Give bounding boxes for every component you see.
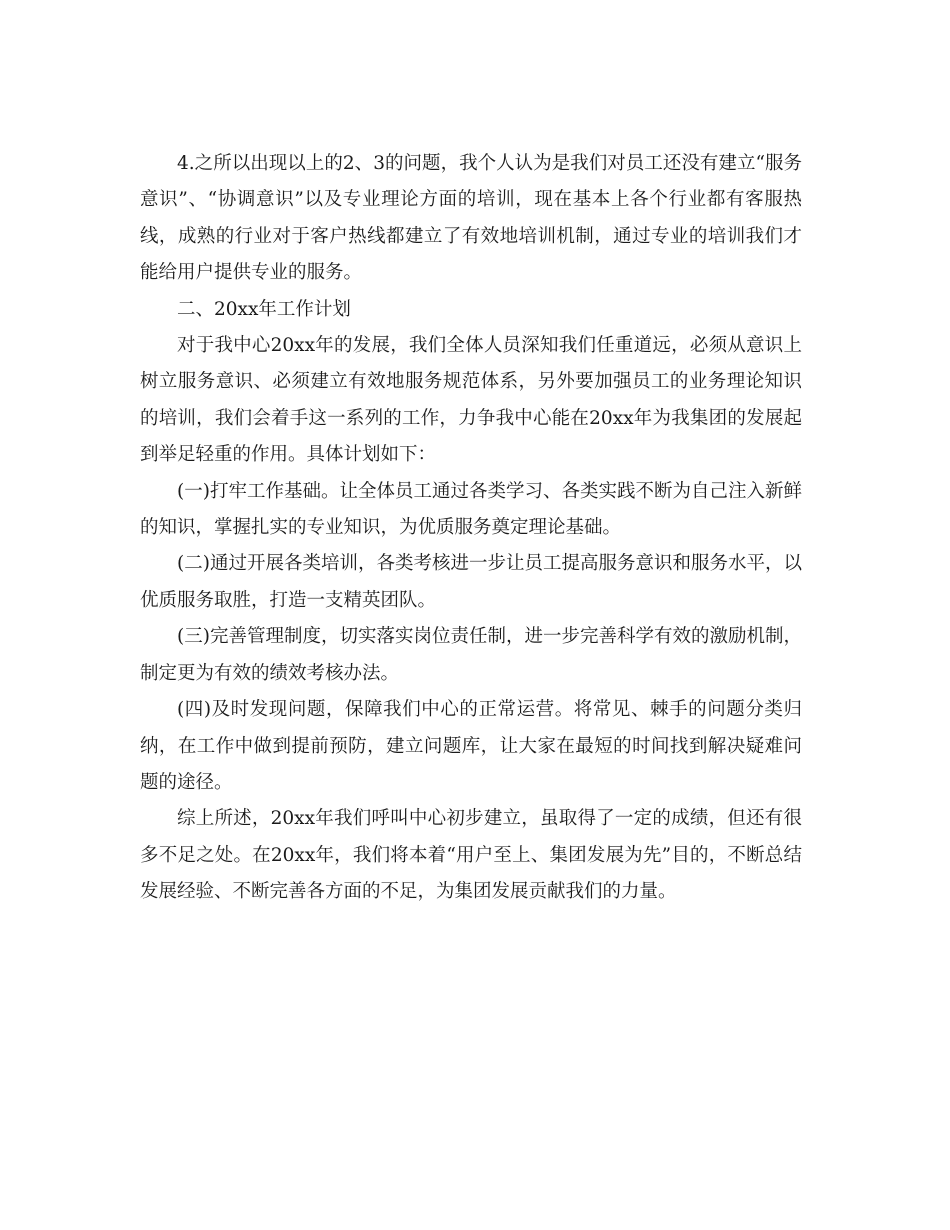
document-body bbox=[140, 146, 802, 911]
paragraph-plan-item-3: (三)完善管理制度，切实落实岗位责任制，进一步完善科学有效的激励机制，制定更为有效的绩效考核办法。 bbox=[140, 626, 802, 684]
paragraph-conclusion: 综上所述，20xx年我们呼叫中心初步建立，虽取得了一定的成绩，但还有很多不足之处。在20xx年，我们将本着“用户至上、集团发展为先”目的，不断总结发展经验、不断完善各方面的不足，为集团发展贡献我们的力量。 bbox=[140, 808, 802, 903]
section-heading-work-plan: 二、20xx年工作计划 bbox=[177, 298, 351, 320]
paragraph-plan-item-4: (四)及时发现问题，保障我们中心的正常运营。将常见、棘手的问题分类归纳，在工作中做到提前预防，建立问题库，让大家在最短的时间找到解决疑难问题的途径。 bbox=[140, 699, 802, 793]
paragraph-plan-item-2: (二)通过开展各类培训，各类考核进一步让员工提高服务意识和服务水平，以优质服务取胜，打造一支精英团队。 bbox=[140, 553, 802, 611]
paragraph-plan-item-1: (一)打牢工作基础。让全体员工通过各类学习、各类实践不断为自己注入新鲜的知识，掌握扎实的专业知识，为优质服务奠定理论基础。 bbox=[140, 480, 802, 539]
paragraph-plan-intro: 对于我中心20xx年的发展，我们全体人员深知我们任重道远，必须从意识上树立服务意识、必须建立有效地服务规范体系，另外要加强员工的业务理论知识的培训，我们会着手这一系列的工作，力争我中心能在20xx年为我集团的发展起到举足轻重的作用。具体计划如下： bbox=[140, 335, 802, 466]
paragraph-problem-analysis: 4.之所以出现以上的2、3的问题，我个人认为是我们对员工还没有建立“服务意识”、“协调意识”以及专业理论方面的培训，现在基本上各个行业都有客服热线，成熟的行业对于客户热线都建立了有效地培训机制，通过专业的培训我们才能给用户提供专业的服务。 bbox=[140, 153, 802, 284]
